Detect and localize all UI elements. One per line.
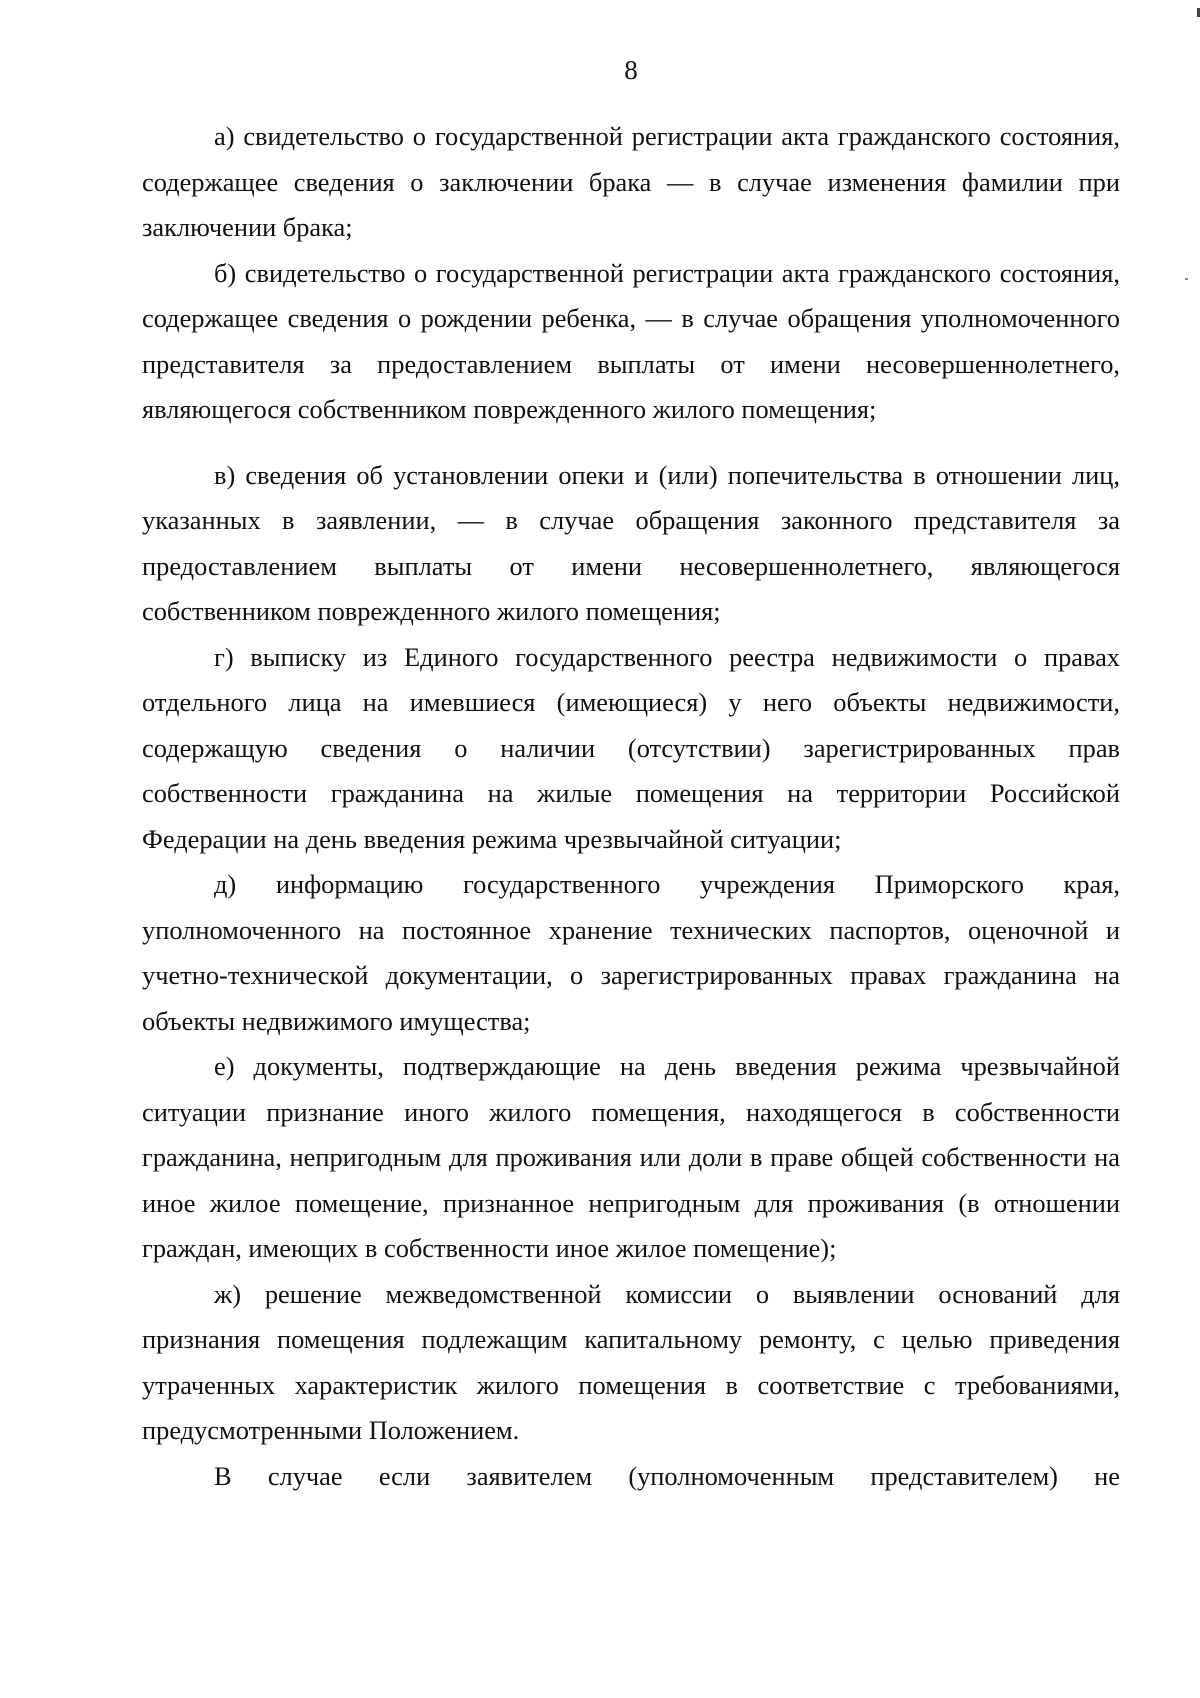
- page-number: 8: [624, 55, 638, 85]
- paragraph-g: г) выписку из Единого государственного реестра недвижимости о правах отдельного лица на имевшиеся (имеющиеся) у него объекты недвижимости, содержащую сведения о наличии (отсутствии) зарегистрированных прав собственности гражданина на жилые помещения на территории Российской Федерации на день введения режима чрезвычайной ситуации;: [142, 641, 1120, 854]
- paragraph-e: е) документы, подтверждающие на день введения режима чрезвычайной ситуации признание иного жилого помещения, находящегося в собственности гражданина, непригодным для проживания или доли в праве общей собственности на иное жилое помещение, признанное непригодным для проживания (в отношении граждан, имеющих в собственности иное жилое помещение);: [142, 1051, 1120, 1263]
- paragraph-zh: ж) решение межведомственной комиссии о выявлении оснований для признания помещения подлежащим капитальному ремонту, с целью приведения утраченных характеристик жилого помещения в соответствие с требованиями, предусмотренными Положением.: [142, 1278, 1120, 1445]
- paragraph-continuation: В случае если заявителем (уполномоченным представителем) не: [214, 1460, 1120, 1491]
- paragraph-d: д) информацию государственного учреждения Приморского края, уполномоченного на постоянное хранение технических паспортов, оценочной и учетно-технической документации, о зарегистрированных правах гражданина на объекты недвижимого имущества;: [142, 869, 1120, 1036]
- paragraph-a: а) свидетельство о государственной регистрации акта гражданского состояния, содержащее сведения о заключении брака — в случае изменения фамилии при заключении брака;: [142, 121, 1120, 242]
- paragraph-b: б) свидетельство о государственной регистрации акта гражданского состояния, содержащее сведения о рождении ребенка, — в случае обращения уполномоченного представителя за предоставлением выплаты от имени несовершеннолетнего, являющегося собственником поврежденного жилого помещения;: [142, 257, 1120, 424]
- document-body: [142, 114, 1120, 1499]
- paragraph-v: в) сведения об установлении опеки и (или) попечительства в отношении лиц, указанных в заявлении, — в случае обращения законного представителя за предоставлением выплаты от имени несовершеннолетнего, являющегося собственником поврежденного жилого помещения;: [142, 459, 1120, 626]
- scan-speck: [1185, 278, 1188, 280]
